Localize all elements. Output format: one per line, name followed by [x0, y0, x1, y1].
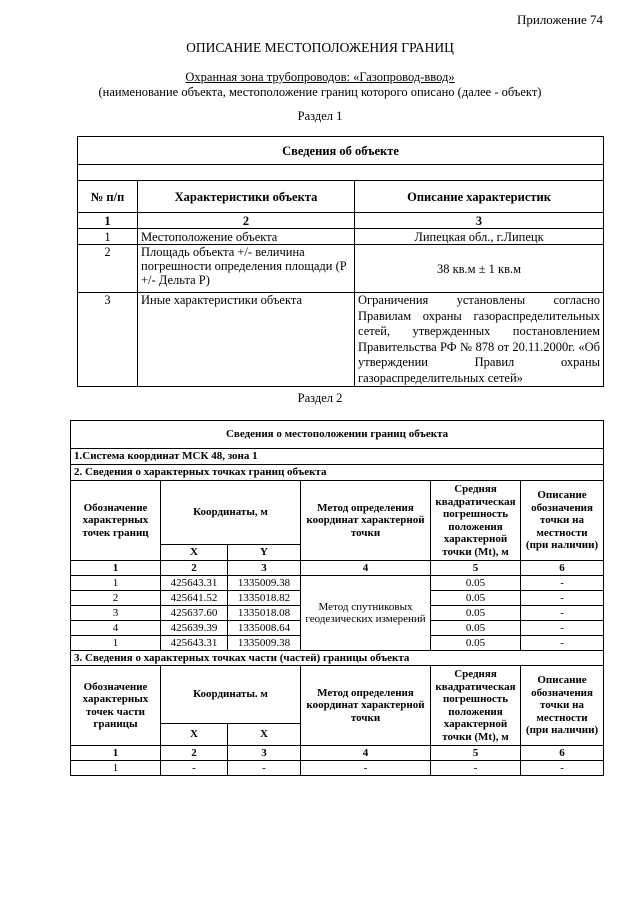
object-name: Охранная зона трубопроводов: «Газопровод-ввод»	[185, 70, 455, 84]
point-description: -	[521, 576, 604, 591]
coord-system: 1.Система координат МСК 48, зона 1	[71, 449, 604, 465]
point-num: 3	[71, 606, 161, 621]
object-note: (наименование объекта, местоположение границ которого описано (далее - объект)	[98, 85, 542, 99]
colnum-4-part: 4	[301, 746, 431, 761]
colnum-2: 2	[161, 561, 228, 576]
table1-header-num: № п/п	[78, 181, 138, 213]
subsection-3-title: 3. Сведения о характерных точках части (частей) границы объекта	[71, 651, 604, 666]
table1-spacer	[78, 165, 604, 181]
table-row	[71, 761, 604, 776]
table2-title: Сведения о местоположении границ объекта	[71, 421, 604, 449]
point-y: 1335018.08	[228, 606, 301, 621]
header-point-label-part: Обозначение характерных точек части границы	[71, 666, 161, 746]
table-row	[78, 245, 604, 293]
header-error: Средняя квадратическая погрешность положения характерной точки (Mt), м	[431, 481, 521, 561]
table1-header-desc: Описание характеристик	[355, 181, 604, 213]
point-y: 1335008.64	[228, 621, 301, 636]
header-description-part: Описание обозначения точки на местности (при наличии)	[521, 666, 604, 746]
header-x: X	[161, 545, 228, 561]
header-method: Метод определения координат характерной точки	[301, 481, 431, 561]
part-point-num: 1	[71, 761, 161, 776]
section-1-heading: Раздел 1	[297, 109, 343, 123]
part-point-description: -	[521, 761, 604, 776]
header-description: Описание обозначения точки на местности (при наличии)	[521, 481, 604, 561]
point-error: 0.05	[431, 621, 521, 636]
appendix-label: Приложение 74	[516, 12, 603, 27]
part-point-x: -	[161, 761, 228, 776]
table1-header-char: Характеристики объекта	[138, 181, 355, 213]
point-y: 1335009.38	[228, 576, 301, 591]
boundary-table	[70, 420, 604, 776]
point-x: 425637.60	[161, 606, 228, 621]
point-num: 4	[71, 621, 161, 636]
table1-colnum-2: 2	[138, 213, 355, 229]
point-x: 425643.31	[161, 576, 228, 591]
part-point-method: -	[301, 761, 431, 776]
colnum-5: 5	[431, 561, 521, 576]
point-num: 1	[71, 636, 161, 651]
colnum-6: 6	[521, 561, 604, 576]
header-coordinates: Координаты, м	[161, 481, 301, 545]
row-char: Иные характеристики объекта	[138, 293, 355, 387]
header-y-part: X	[228, 724, 301, 746]
point-x: 425641.52	[161, 591, 228, 606]
document-title: ОПИСАНИЕ МЕСТОПОЛОЖЕНИЯ ГРАНИЦ	[186, 40, 454, 55]
colnum-6-part: 6	[521, 746, 604, 761]
point-error: 0.05	[431, 576, 521, 591]
point-y: 1335018.82	[228, 591, 301, 606]
row-desc: Ограничения установлены согласно Правилам охраны газораспределительных сетей, утвержденных постановлением Правительства РФ № 878 от 20.11.2000г. «Об утверждении Правил охраны газораспределительных сетей»	[355, 293, 604, 387]
point-x: 425643.31	[161, 636, 228, 651]
colnum-3: 3	[228, 561, 301, 576]
colnum-1-part: 1	[71, 746, 161, 761]
header-y: Y	[228, 545, 301, 561]
row-char: Площадь объекта +/- величина погрешности определения площади (P +/- Дельта P)	[138, 245, 355, 293]
survey-method: Метод спутниковых геодезических измерений	[301, 576, 431, 651]
header-point-label: Обозначение характерных точек границ	[71, 481, 161, 561]
row-desc: 38 кв.м ± 1 кв.м	[355, 245, 604, 293]
point-description: -	[521, 606, 604, 621]
point-error: 0.05	[431, 636, 521, 651]
header-method-part: Метод определения координат характерной точки	[301, 666, 431, 746]
table-row	[78, 229, 604, 245]
header-coordinates-part: Координаты. м	[161, 666, 301, 724]
section-2-heading: Раздел 2	[297, 391, 343, 405]
row-num: 1	[78, 229, 138, 245]
point-description: -	[521, 621, 604, 636]
point-error: 0.05	[431, 606, 521, 621]
row-char: Местоположение объекта	[138, 229, 355, 245]
row-num: 3	[78, 293, 138, 387]
table1-colnum-3: 3	[355, 213, 604, 229]
colnum-5-part: 5	[431, 746, 521, 761]
object-info-table	[77, 136, 604, 387]
table-row	[71, 576, 604, 591]
row-desc: Липецкая обл., г.Липецк	[355, 229, 604, 245]
header-x-part: X	[161, 724, 228, 746]
subsection-2-title: 2. Сведения о характерных точках границ объекта	[71, 465, 604, 481]
point-description: -	[521, 636, 604, 651]
point-num: 1	[71, 576, 161, 591]
row-num: 2	[78, 245, 138, 293]
point-error: 0.05	[431, 591, 521, 606]
header-error-part: Средняя квадратическая погрешность положения характерной точки (Mt), м	[431, 666, 521, 746]
point-x: 425639.39	[161, 621, 228, 636]
point-y: 1335009.38	[228, 636, 301, 651]
table1-colnum-1: 1	[78, 213, 138, 229]
table1-title: Сведения об объекте	[78, 137, 604, 165]
colnum-2-part: 2	[161, 746, 228, 761]
colnum-4: 4	[301, 561, 431, 576]
part-point-error: -	[431, 761, 521, 776]
point-description: -	[521, 591, 604, 606]
table-row	[78, 293, 604, 387]
colnum-3-part: 3	[228, 746, 301, 761]
point-num: 2	[71, 591, 161, 606]
colnum-1: 1	[71, 561, 161, 576]
part-point-y: -	[228, 761, 301, 776]
